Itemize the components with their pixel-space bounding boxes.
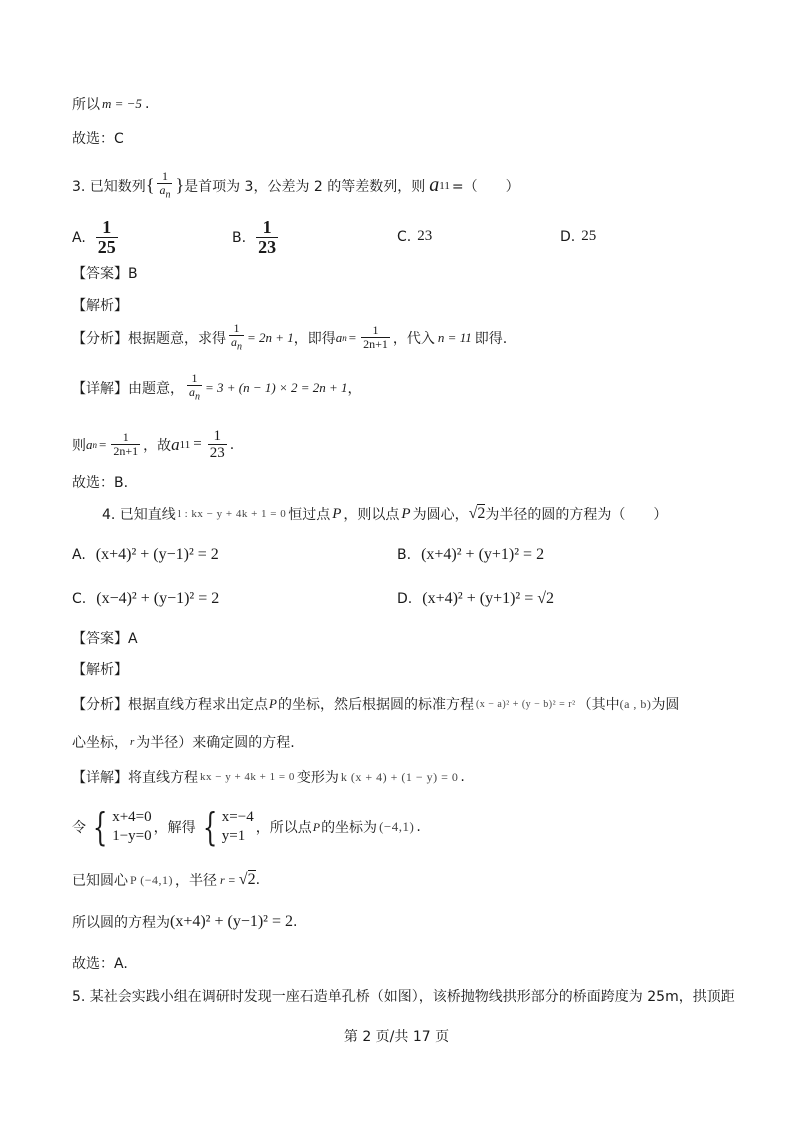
math-expression: kx − y + 4k + 1 = 0	[200, 771, 295, 783]
math-symbol: =	[348, 329, 357, 345]
option-label: C.	[397, 228, 412, 245]
static-text: 为圆心，	[412, 507, 469, 523]
static-text: ，即得	[293, 330, 336, 347]
equation: x=−4	[221, 809, 254, 825]
option-text: 25	[581, 228, 597, 244]
static-text: ，半径	[175, 873, 217, 889]
analysis-heading	[72, 295, 128, 315]
fraction-numerator: 1	[191, 371, 198, 385]
static-text: 为半径）来确定圆的方程.	[136, 735, 295, 751]
math-var: P	[332, 505, 342, 522]
analysis-label: 【解析】	[72, 298, 128, 314]
math-sub: n	[195, 391, 200, 403]
answer-text: 【答案】B	[72, 266, 138, 282]
analysis-line	[72, 732, 295, 752]
section-tag: 【详解】	[72, 380, 128, 397]
answer-choice-text: 故选：C	[72, 131, 124, 147]
sqrt-expression: √2	[238, 871, 256, 888]
section-tag: 【分析】	[72, 330, 128, 347]
equation: x+4=0	[112, 809, 152, 825]
system-brace: {	[92, 805, 108, 849]
option-c	[72, 590, 219, 608]
math-expression: l : kx − y + 4k + 1 = 0	[177, 508, 287, 520]
math-symbol: =	[193, 436, 202, 452]
fraction-denominator: 23	[209, 445, 225, 461]
static-text: ，	[347, 380, 362, 397]
option-label: B.	[232, 229, 247, 246]
math-expression: k (x + 4) + (1 − y) = 0	[340, 769, 459, 784]
answer-choice-line	[72, 953, 128, 973]
math-sub: 11	[179, 438, 191, 451]
static-text: 3. 已知数列	[72, 178, 146, 195]
option-text: (x−4)² + (y−1)² = 2	[96, 590, 220, 607]
detail-line	[72, 428, 234, 461]
math-expression: r =	[220, 872, 236, 887]
system-rows	[112, 808, 151, 846]
brace-open: {	[145, 175, 155, 196]
option-label: A.	[72, 229, 86, 246]
section-tag: 【分析】	[72, 697, 128, 713]
static-text: 则	[72, 437, 86, 454]
static-text: 5. 某社会实践小组在调研时发现一座石造单孔桥（如图），该桥抛物线拱形部分的桥面跨度为 25m，拱顶距	[72, 989, 735, 1005]
detail-line	[72, 372, 362, 403]
math-var: a	[429, 174, 440, 197]
equation: y=1	[221, 828, 246, 844]
static-text: 所以	[72, 97, 100, 113]
option-b	[232, 218, 281, 257]
static-text: ，则以点	[343, 507, 400, 523]
static-text: ，代入	[392, 330, 435, 347]
fraction	[256, 218, 278, 257]
fraction	[187, 372, 202, 403]
static-text: .	[255, 872, 261, 888]
option-label: D.	[560, 228, 576, 245]
option-c	[397, 228, 432, 245]
analysis-line	[72, 322, 507, 353]
math-var: P	[269, 696, 277, 711]
fraction-numerator: 1	[213, 428, 221, 444]
fraction-numerator: 1	[161, 169, 168, 183]
math-sub: n	[342, 332, 347, 343]
math-symbol: =	[99, 436, 107, 452]
radicand: 2	[247, 871, 256, 888]
static-text: 根据直线方程求出定点	[128, 697, 268, 713]
fraction-numerator: 1	[122, 430, 129, 444]
static-text: ，所以点	[255, 820, 312, 836]
static-text: （其中	[577, 697, 620, 713]
radicand: 2	[477, 505, 486, 522]
static-text: .	[416, 819, 421, 835]
text-line	[72, 128, 124, 148]
math-var: r	[130, 736, 135, 748]
static-text: ，故	[143, 437, 172, 454]
fraction-denominator: 25	[97, 237, 116, 257]
option-text: 23	[417, 228, 433, 244]
answer-line	[72, 628, 138, 648]
analysis-line	[72, 694, 679, 714]
static-text: 的坐标为	[321, 820, 378, 836]
static-text: 即得.	[474, 330, 508, 347]
fraction-denominator: 2n+1	[113, 444, 139, 458]
static-text: 令	[72, 820, 86, 836]
math-expression: P (−4,1)	[130, 872, 173, 887]
static-text: .	[229, 436, 235, 453]
fraction-numerator: 1	[372, 323, 379, 338]
brace-close: }	[175, 175, 185, 196]
static-text: 已知圆心	[72, 873, 128, 889]
math-var: a	[189, 385, 195, 399]
static-text: .	[460, 769, 465, 785]
math-expression: (x+4)² + (y−1)² = 2	[170, 913, 293, 930]
static-text: 的坐标，然后根据圆的标准方程	[277, 697, 474, 713]
option-b	[397, 546, 544, 564]
option-a	[72, 218, 121, 257]
detail-line	[72, 805, 421, 849]
fraction	[96, 218, 118, 257]
math-expression: (x − a)² + (y − b)² = r²	[475, 698, 576, 710]
math-sub: 11	[439, 179, 450, 192]
option-text: (x+4)² + (y+1)² = 2	[421, 546, 545, 563]
static-text: 由题意，	[128, 380, 184, 397]
option-label: C.	[72, 591, 87, 607]
option-d	[560, 228, 596, 245]
answer-choice-line	[72, 472, 128, 492]
analysis-label: 【解析】	[72, 662, 128, 678]
fraction	[208, 428, 227, 461]
option-a	[72, 546, 219, 564]
fraction-numerator: 1	[233, 321, 240, 335]
option-label: D.	[397, 591, 413, 607]
fraction-denominator	[229, 335, 244, 353]
math-expression: = 3 + (n − 1) × 2 = 2n + 1	[205, 379, 348, 395]
question-4-stem	[102, 504, 667, 524]
system-rows	[222, 808, 254, 846]
detail-line	[72, 767, 465, 787]
question-3-stem	[72, 170, 520, 201]
fraction-numerator: 1	[262, 217, 272, 237]
math-sub: n	[165, 189, 171, 201]
answer-line	[72, 263, 138, 283]
math-expression: (a , b)	[619, 696, 652, 711]
static-text: 根据题意，求得	[128, 330, 226, 347]
equation: 1−y=0	[112, 828, 152, 844]
math-expression: = 2n + 1	[247, 329, 294, 345]
math-expression: m = −5	[102, 96, 142, 111]
system-brace: {	[202, 805, 217, 849]
fraction-denominator	[187, 385, 202, 403]
static-text: 为半径的圆的方程为（ ）	[485, 507, 668, 523]
math-var: a	[335, 329, 343, 345]
static-text: 心坐标，	[72, 735, 128, 751]
static-text: ，解得	[153, 820, 196, 836]
fraction-denominator	[157, 183, 172, 201]
static-text: 是首项为 3，公差为 2 的等差数列，则	[184, 178, 426, 195]
math-var: P	[401, 505, 411, 522]
math-var: a	[159, 183, 166, 197]
static-text: .	[293, 914, 298, 930]
sqrt-expression: √2	[468, 505, 486, 522]
static-text: 4. 已知直线	[102, 507, 176, 523]
fraction	[157, 170, 172, 201]
option-text: (x+4)² + (y−1)² = 2	[95, 546, 219, 563]
answer-text: 【答案】A	[72, 631, 138, 647]
fraction-denominator: 23	[258, 237, 277, 257]
math-sub: n	[237, 341, 242, 353]
static-text: 为圆	[651, 697, 680, 713]
math-var: a	[86, 436, 93, 452]
question-5-stem	[72, 986, 735, 1006]
math-sub: n	[92, 439, 97, 450]
detail-line	[72, 870, 260, 890]
math-expression: n = 11	[437, 329, 472, 345]
fraction	[229, 322, 244, 353]
text-line	[72, 94, 149, 114]
option-label: B.	[397, 547, 412, 563]
static-text: 将直线方程	[128, 770, 198, 786]
fraction	[111, 431, 140, 458]
static-text: 变形为	[296, 770, 339, 786]
section-tag: 【详解】	[72, 770, 128, 786]
page-footer: 第 2 页/共 17 页	[343, 1029, 450, 1045]
static-text: 所以圆的方程为	[72, 915, 170, 931]
math-var: a	[171, 434, 180, 454]
math-var: a	[231, 335, 237, 349]
answer-choice-text: 故选：B.	[72, 475, 129, 491]
analysis-heading	[72, 659, 128, 679]
equation-system	[198, 805, 254, 849]
static-text: =（ ）	[451, 178, 520, 195]
option-text: (x+4)² + (y+1)² = √2	[422, 590, 555, 607]
fraction	[361, 324, 390, 351]
option-d	[397, 590, 554, 608]
math-var: P	[312, 819, 321, 834]
answer-choice-text: 故选：A.	[72, 956, 128, 972]
equation-system	[88, 805, 152, 849]
math-expression: (−4,1)	[379, 819, 415, 834]
fraction-denominator: 2n+1	[363, 337, 388, 352]
detail-line	[72, 912, 297, 932]
static-text: 恒过点	[288, 507, 331, 523]
fraction-numerator: 1	[102, 217, 112, 237]
static-text: .	[144, 96, 150, 112]
option-label: A.	[72, 547, 86, 563]
